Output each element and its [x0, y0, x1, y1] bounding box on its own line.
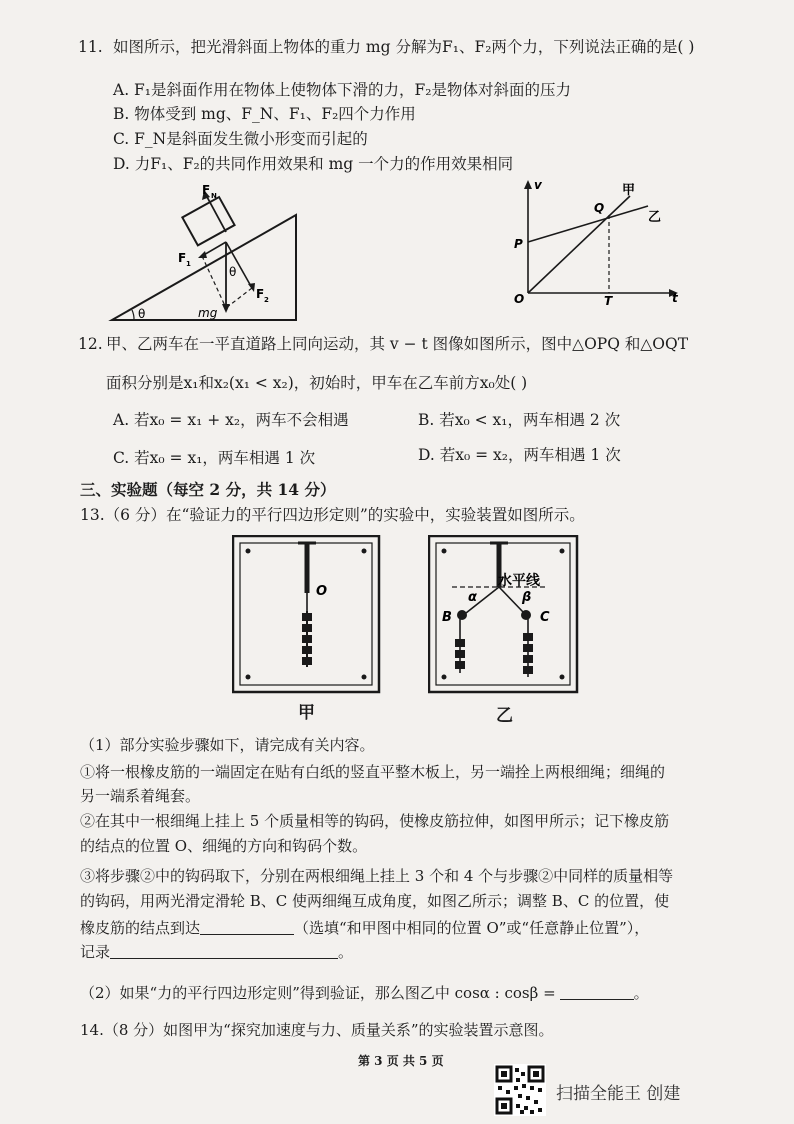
q13-part2: [80, 983, 649, 1003]
step3-l4-suffix: 。: [338, 943, 354, 961]
q12-number: 12.: [78, 335, 103, 353]
q13-part1-head: （1）部分实验步骤如下，请完成有关内容。: [80, 736, 375, 754]
pulley-b-label: B: [442, 610, 452, 625]
q12-stem-line2: 面积分别是x₁和x₂(x₁ < x₂)，初始时，甲车在乙车前方x₀处( ): [106, 374, 528, 392]
page-footer: 第 3 页 共 5 页: [358, 1054, 444, 1068]
f1-label: F: [178, 251, 187, 265]
q12-option-b: B. 若x₀ < x₁，两车相遇 2 次: [418, 411, 621, 429]
fn-arrow: [206, 195, 226, 232]
q11-option-b: B. 物体受到 mg、F_N、F₁、F₂四个力作用: [113, 105, 416, 123]
blank-record[interactable]: [110, 944, 338, 959]
step3-l3-prefix: 橡皮筋的结点到达: [80, 919, 201, 937]
scanner-watermark: 扫描全能王 创建: [556, 1084, 681, 1104]
q11-stem: 如图所示，把光滑斜面上物体的重力 mg 分解为F₁、F₂两个力，下列说法正确的是( ): [113, 38, 695, 56]
q13-step3-line2: 的钩码，用两光滑定滑轮 B、C 使两细绳互成角度，如图乙所示；调整 B、C 的位置，使: [80, 892, 670, 910]
q13-step2-line2: 的结点的位置 O、细绳的方向和钩码个数。: [80, 837, 368, 855]
t-point-label: T: [604, 294, 613, 306]
q13-step1-line1: ①将一根橡皮筋的一端固定在贴有白纸的竖直平整木板上，另一端拴上两根细绳；细绳的: [80, 763, 666, 781]
q-point-label: Q: [594, 201, 605, 215]
q13-step3-line4: [80, 942, 353, 962]
step3-l4-prefix: 记录: [80, 943, 111, 961]
o-point-label: O: [514, 292, 525, 306]
q11-option-c: C. F_N是斜面发生微小形变而引起的: [113, 130, 368, 148]
q11-number: 11.: [78, 38, 103, 56]
q12-stem-line1: 甲、乙两车在一平直道路上同向运动，其 v − t 图像如图所示，图中△OPQ 和△OQT: [106, 335, 689, 353]
jia-label: 甲: [622, 183, 636, 198]
p-point-label: P: [514, 237, 523, 251]
q13-step3-line3: [80, 918, 649, 938]
weights-b: [455, 639, 465, 669]
blank-position[interactable]: [200, 920, 294, 935]
section3-title: 三、实验题（每空 2 分，共 14 分）: [80, 480, 336, 499]
q13-step2-line1: ②在其中一根细绳上挂上 5 个质量相等的钩码，使橡皮筋拉伸，如图甲所示；记下橡皮筋: [80, 812, 670, 830]
part2-prefix: （2）如果“力的平行四边形定则”得到验证，那么图乙中 cosα : cosβ =: [80, 984, 556, 1002]
f1-sub-label: 1: [186, 260, 191, 268]
pulley-c: [521, 610, 531, 620]
pulley-c-label: C: [540, 610, 550, 625]
q13-step3-line1: ③将步骤②中的钩码取下，分别在两根细绳上挂上 3 个和 4 个与步骤②中同样的质量相等: [80, 867, 674, 885]
figure-yi-caption: 乙: [496, 706, 513, 726]
q12-option-d: D. 若x₀ = x₂，两车相遇 1 次: [418, 446, 621, 464]
hanging-weights: [302, 611, 312, 667]
mg-label: mg: [198, 306, 218, 320]
vt-graph: [508, 178, 688, 306]
horizontal-line-label: 水平线: [498, 573, 540, 589]
qr-code-icon: [494, 1064, 546, 1116]
theta-base-label: θ: [138, 307, 146, 321]
pulley-b: [457, 610, 467, 620]
point-o-label: O: [316, 584, 328, 599]
q12-option-c: C. 若x₀ = x₁，两车相遇 1 次: [113, 449, 316, 467]
line-jia: [528, 196, 630, 293]
beta-label: β: [522, 590, 532, 605]
q13-figure-jia: [232, 535, 382, 695]
q14-stem: 14.（8 分）如图甲为“探究加速度与力、质量关系”的实验装置示意图。: [80, 1021, 554, 1039]
incline-triangle: [112, 215, 296, 320]
fn-label: F: [202, 183, 211, 197]
v-label: v: [534, 178, 542, 192]
q13-step1-line2: 另一端系着绳套。: [80, 787, 201, 805]
part2-suffix: 。: [633, 984, 649, 1002]
q13-stem: 13.（6 分）在“验证力的平行四边形定则”的实验中，实验装置如图所示。: [80, 506, 585, 524]
q11-option-d: D. 力F₁、F₂的共同作用效果和 mg 一个力的作用效果相同: [113, 155, 514, 173]
figure-jia-caption: 甲: [298, 703, 315, 723]
f2-label: F: [256, 287, 265, 301]
t-label: t: [672, 291, 678, 305]
q12-option-a: A. 若x₀ = x₁ + x₂，两车不会相遇: [113, 411, 349, 429]
block: [182, 197, 234, 245]
fn-sub-label: N: [211, 192, 217, 200]
incline-figure: [108, 180, 308, 325]
step3-l3-suffix: （选填“和甲图中相同的位置 O”或“任意静止位置”），: [294, 919, 650, 937]
q11-option-a: A. F₁是斜面作用在物体上使物体下滑的力，F₂是物体对斜面的压力: [113, 81, 571, 99]
alpha-label: α: [468, 590, 477, 605]
theta-inner-label: θ: [229, 265, 237, 279]
yi-label: 乙: [648, 210, 662, 225]
q13-figure-yi: [428, 535, 580, 695]
f2-sub-label: 2: [264, 296, 269, 304]
blank-cos-ratio[interactable]: [560, 985, 634, 1000]
